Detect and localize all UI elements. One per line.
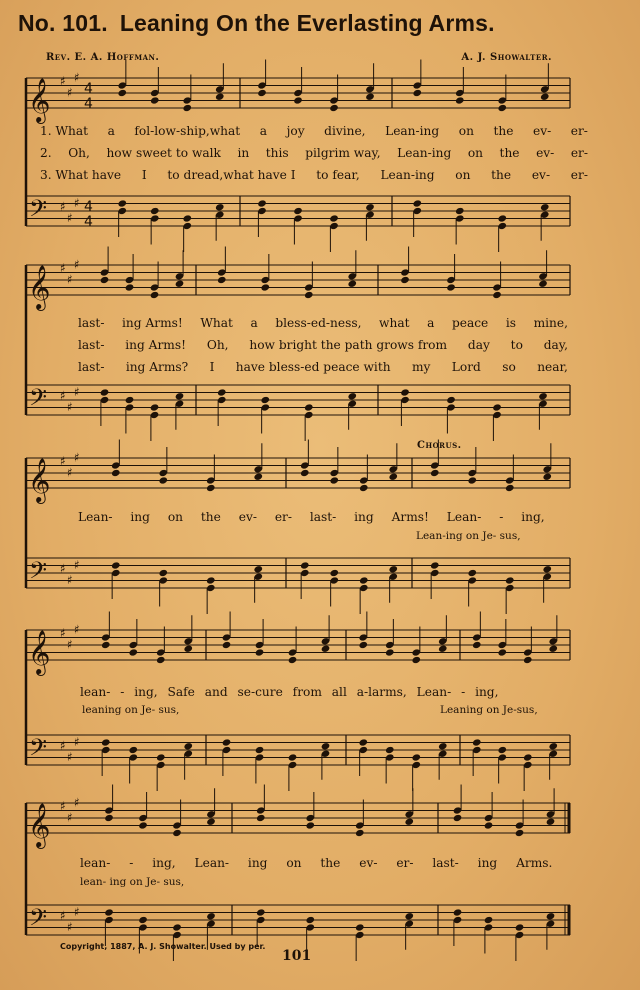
system-4-lyric: lean- - ing, Safe and se-cure from all a-larms, Lean- - ing,	[80, 685, 499, 699]
treble-clef-icon: 𝄞	[28, 458, 51, 502]
note-head	[430, 561, 440, 569]
verse-word: a	[259, 124, 268, 138]
verse-word: Lean-ing	[397, 146, 452, 160]
note-head	[467, 476, 477, 484]
verse-word: to	[510, 338, 523, 352]
sharp-icon: ♯	[74, 384, 80, 399]
verse-word: last-	[78, 338, 105, 352]
system-4-alto-lyric-left: leaning on Je- sus,	[82, 704, 180, 716]
note-head	[453, 908, 463, 916]
copyright-notice: Copyright, 1887, A. J. Showalter. Used by per.	[60, 942, 266, 951]
sharp-icon: ♯	[60, 388, 66, 403]
sharp-icon: ♯	[67, 399, 73, 414]
note-head	[546, 818, 556, 826]
note-head	[158, 569, 168, 577]
note-head	[260, 283, 270, 291]
verses-system-2	[78, 312, 568, 378]
note-head	[256, 814, 266, 822]
note-head	[492, 403, 502, 411]
note-head	[430, 469, 440, 477]
note-head	[359, 576, 369, 584]
verse-word: so	[502, 360, 516, 374]
note-head	[412, 89, 422, 97]
verse-word: joy	[286, 124, 305, 138]
note-head	[347, 392, 357, 400]
note-head	[321, 742, 331, 750]
sharp-icon: ♯	[74, 257, 80, 272]
note-head	[472, 641, 482, 649]
note-head	[117, 199, 127, 207]
verse-word: last-	[78, 316, 105, 330]
verse-word: fol-low-ship,what	[134, 124, 241, 138]
time-signature-bottom: 4	[84, 96, 93, 112]
note-head	[222, 641, 232, 649]
hymn-number: No. 101.	[18, 10, 108, 36]
note-head	[206, 818, 216, 826]
verse-word: last-	[78, 360, 105, 374]
note-head	[412, 199, 422, 207]
note-head	[175, 280, 185, 288]
verse-word: on	[467, 146, 483, 160]
note-head	[182, 104, 192, 112]
note-head	[404, 912, 414, 920]
treble-clef-icon: 𝄞	[28, 265, 51, 309]
verse-word: to fear,	[316, 168, 360, 182]
system-4-alto-lyric-right: Leaning on Je-sus,	[440, 704, 538, 716]
note-head	[515, 829, 525, 837]
note-head	[548, 742, 558, 750]
verse-word: day,	[543, 338, 568, 352]
note-head	[467, 569, 477, 577]
sharp-icon: ♯	[60, 454, 66, 468]
verse-line	[78, 334, 568, 356]
note-head	[257, 89, 267, 97]
verse-word: to dread,what have I	[167, 168, 296, 182]
note-head	[538, 280, 548, 288]
note-head	[321, 645, 331, 653]
sharp-icon: ♯	[60, 561, 66, 576]
note-head	[438, 742, 448, 750]
note-head	[288, 753, 298, 761]
time-signature-bottom: 4	[84, 214, 93, 230]
note-head	[111, 469, 121, 477]
note-head	[400, 276, 410, 284]
system-3-alto-lyric: Lean-ing on Je- sus,	[416, 530, 521, 542]
verse-word: this	[265, 146, 289, 160]
note-head	[484, 916, 494, 924]
bass-clef-icon: 𝄢	[29, 556, 48, 590]
note-head	[358, 641, 368, 649]
note-head	[472, 738, 482, 746]
composer-credit: A. J. Showalter.	[461, 52, 552, 63]
verses-system-1	[40, 120, 588, 186]
note-head	[305, 916, 315, 924]
lyricist-credit: Rev. E. A. Hoffman.	[46, 52, 160, 63]
note-head	[253, 565, 263, 573]
note-head	[128, 746, 138, 754]
verse-word: Lean-ing	[380, 168, 435, 182]
sharp-icon: ♯	[67, 210, 73, 225]
note-head	[158, 476, 168, 484]
verse-word: ev-	[531, 168, 551, 182]
note-head	[385, 746, 395, 754]
treble-clef-icon: 𝄞	[28, 78, 51, 122]
verse-word: 2.	[40, 146, 52, 160]
note-head	[138, 916, 148, 924]
note-head	[101, 738, 111, 746]
system-5-alto-lyric: lean- ing on Je- sus,	[80, 876, 185, 888]
note-head	[505, 484, 515, 492]
verse-word: on	[458, 124, 474, 138]
verse-word: Lord	[451, 360, 481, 374]
note-head	[100, 276, 110, 284]
note-head	[505, 576, 515, 584]
sharp-icon: ♯	[60, 799, 66, 813]
verse-line	[40, 164, 588, 186]
sharp-icon: ♯	[60, 199, 66, 214]
verse-word: What	[200, 316, 233, 330]
verse-word: I	[141, 168, 147, 182]
note-head	[150, 403, 160, 411]
note-head	[150, 96, 160, 104]
verse-word: have bless-ed peace with	[235, 360, 391, 374]
sharp-icon: ♯	[67, 572, 73, 587]
treble-clef-icon: 𝄞	[28, 630, 51, 674]
note-head	[388, 565, 398, 573]
verse-line	[40, 120, 588, 142]
note-head	[260, 396, 270, 404]
sharp-icon: ♯	[74, 557, 80, 572]
note-head	[385, 648, 395, 656]
note-head	[156, 753, 166, 761]
note-head	[446, 283, 456, 291]
sharp-icon: ♯	[67, 85, 73, 100]
verse-word: er-	[570, 168, 588, 182]
note-head	[138, 821, 148, 829]
note-head	[101, 641, 111, 649]
verse-word: what	[379, 316, 410, 330]
verse-word: how sweet to walk	[106, 146, 221, 160]
note-head	[117, 89, 127, 97]
verse-word: the	[491, 168, 512, 182]
note-head	[300, 561, 310, 569]
note-head	[411, 753, 421, 761]
bass-clef-icon: 𝄢	[29, 194, 48, 228]
verse-word: ing Arms!	[125, 338, 187, 352]
sharp-icon: ♯	[67, 919, 73, 934]
note-head	[355, 923, 365, 931]
note-head	[304, 291, 314, 299]
note-head	[347, 280, 357, 288]
note-head	[183, 645, 193, 653]
verse-word: er-	[570, 124, 588, 138]
note-head	[305, 821, 315, 829]
treble-clef-icon: 𝄞	[28, 803, 51, 847]
hymn-title-text: Leaning On the Everlasting Arms.	[119, 10, 495, 36]
sharp-icon: ♯	[74, 795, 80, 810]
sharp-icon: ♯	[60, 738, 66, 753]
verse-word: peace	[451, 316, 489, 330]
verse-word: ing Arms?	[125, 360, 189, 374]
note-head	[548, 645, 558, 653]
time-signature-top: 4	[84, 81, 93, 97]
note-head	[293, 96, 303, 104]
note-head	[217, 276, 227, 284]
verse-word: near,	[537, 360, 568, 374]
note-head	[222, 738, 232, 746]
note-head	[446, 396, 456, 404]
sharp-icon: ♯	[67, 272, 73, 287]
chorus-label: Chorus.	[417, 440, 462, 451]
verse-word: the	[493, 124, 514, 138]
note-head	[300, 469, 310, 477]
bass-clef-icon: 𝄢	[29, 383, 48, 417]
note-head	[540, 203, 550, 211]
note-head	[183, 742, 193, 750]
note-head	[497, 648, 507, 656]
sharp-icon: ♯	[67, 637, 73, 652]
note-head	[256, 908, 266, 916]
note-head	[455, 96, 465, 104]
verse-line	[78, 356, 568, 378]
time-signature-top: 4	[84, 199, 93, 215]
sharp-icon: ♯	[74, 734, 80, 749]
note-head	[400, 388, 410, 396]
note-head	[455, 207, 465, 215]
verse-word: on	[455, 168, 471, 182]
note-head	[100, 388, 110, 396]
note-head	[542, 565, 552, 573]
note-head	[128, 648, 138, 656]
sharp-icon: ♯	[74, 70, 80, 85]
note-head	[497, 214, 507, 222]
system-5-lyric: lean- - ing, Lean- ing on the ev- er- last- ing Arms.	[80, 856, 553, 870]
verse-word: is	[505, 316, 516, 330]
note-head	[388, 473, 398, 481]
note-head	[453, 814, 463, 822]
verse-word: Lean-ing	[385, 124, 440, 138]
note-head	[484, 821, 494, 829]
note-head	[255, 746, 265, 754]
sharp-icon: ♯	[74, 450, 80, 465]
verse-word: mine,	[533, 316, 568, 330]
verse-word: ing Arms!	[122, 316, 183, 330]
verse-word: Oh,	[206, 338, 229, 352]
note-head	[329, 476, 339, 484]
verse-word: my	[411, 360, 431, 374]
note-head	[497, 746, 507, 754]
note-head	[542, 473, 552, 481]
verse-word: er-	[570, 146, 588, 160]
sharp-icon: ♯	[67, 465, 73, 480]
sharp-icon: ♯	[74, 904, 80, 919]
verse-word: ev-	[533, 124, 552, 138]
note-head	[255, 648, 265, 656]
note-head	[304, 403, 314, 411]
note-head	[125, 396, 135, 404]
note-head	[546, 912, 556, 920]
sharp-icon: ♯	[74, 622, 80, 637]
note-head	[540, 93, 550, 101]
note-head	[411, 656, 421, 664]
note-head	[358, 738, 368, 746]
verse-word: bless-ed-ness,	[275, 316, 362, 330]
note-head	[175, 392, 185, 400]
note-head	[215, 203, 225, 211]
verse-line	[40, 142, 588, 164]
note-head	[206, 484, 216, 492]
note-head	[438, 645, 448, 653]
sharp-icon: ♯	[60, 261, 66, 275]
sharp-icon: ♯	[60, 626, 66, 640]
note-head	[172, 829, 182, 837]
note-head	[404, 818, 414, 826]
verse-word: 3. What have	[40, 168, 122, 182]
note-head	[523, 753, 533, 761]
verse-word: Oh,	[68, 146, 90, 160]
note-head	[293, 207, 303, 215]
note-head	[365, 203, 375, 211]
note-head	[215, 93, 225, 101]
note-head	[355, 829, 365, 837]
note-head	[111, 561, 121, 569]
note-head	[523, 656, 533, 664]
note-head	[365, 93, 375, 101]
note-head	[288, 656, 298, 664]
note-head	[172, 923, 182, 931]
note-head	[156, 656, 166, 664]
verse-line	[78, 312, 568, 334]
verse-word: a	[250, 316, 258, 330]
note-head	[515, 923, 525, 931]
note-head	[253, 473, 263, 481]
system-3-lyric: Lean- ing on the ev- er- last- ing Arms! Lean- - ing,	[78, 510, 545, 524]
note-head	[329, 104, 339, 112]
verse-word: divine,	[324, 124, 366, 138]
note-head	[257, 199, 267, 207]
note-head	[125, 283, 135, 291]
note-head	[150, 207, 160, 215]
verse-word: the	[499, 146, 520, 160]
verse-word: pilgrim way,	[305, 146, 381, 160]
note-head	[104, 908, 114, 916]
verse-word: I	[209, 360, 215, 374]
verse-word: day	[467, 338, 490, 352]
verse-word: a	[107, 124, 115, 138]
verse-word: a	[427, 316, 435, 330]
verse-word: how bright the path grows from	[249, 338, 448, 352]
note-head	[497, 104, 507, 112]
sharp-icon: ♯	[60, 74, 66, 88]
sharp-icon: ♯	[67, 810, 73, 825]
page-number: 101	[282, 948, 312, 964]
note-head	[538, 392, 548, 400]
bass-clef-icon: 𝄢	[29, 903, 48, 937]
note-head	[182, 214, 192, 222]
note-head	[217, 388, 227, 396]
sharp-icon: ♯	[74, 195, 80, 210]
verse-word: ev-	[536, 146, 555, 160]
sharp-icon: ♯	[60, 908, 66, 923]
note-head	[329, 569, 339, 577]
note-head	[329, 214, 339, 222]
bass-clef-icon: 𝄢	[29, 733, 48, 767]
note-head	[104, 814, 114, 822]
note-head	[206, 576, 216, 584]
sharp-icon: ♯	[67, 749, 73, 764]
note-head	[359, 484, 369, 492]
note-head	[492, 291, 502, 299]
verse-word: 1. What	[40, 124, 89, 138]
note-head	[150, 291, 160, 299]
verse-word: in	[237, 146, 250, 160]
note-head	[206, 912, 216, 920]
